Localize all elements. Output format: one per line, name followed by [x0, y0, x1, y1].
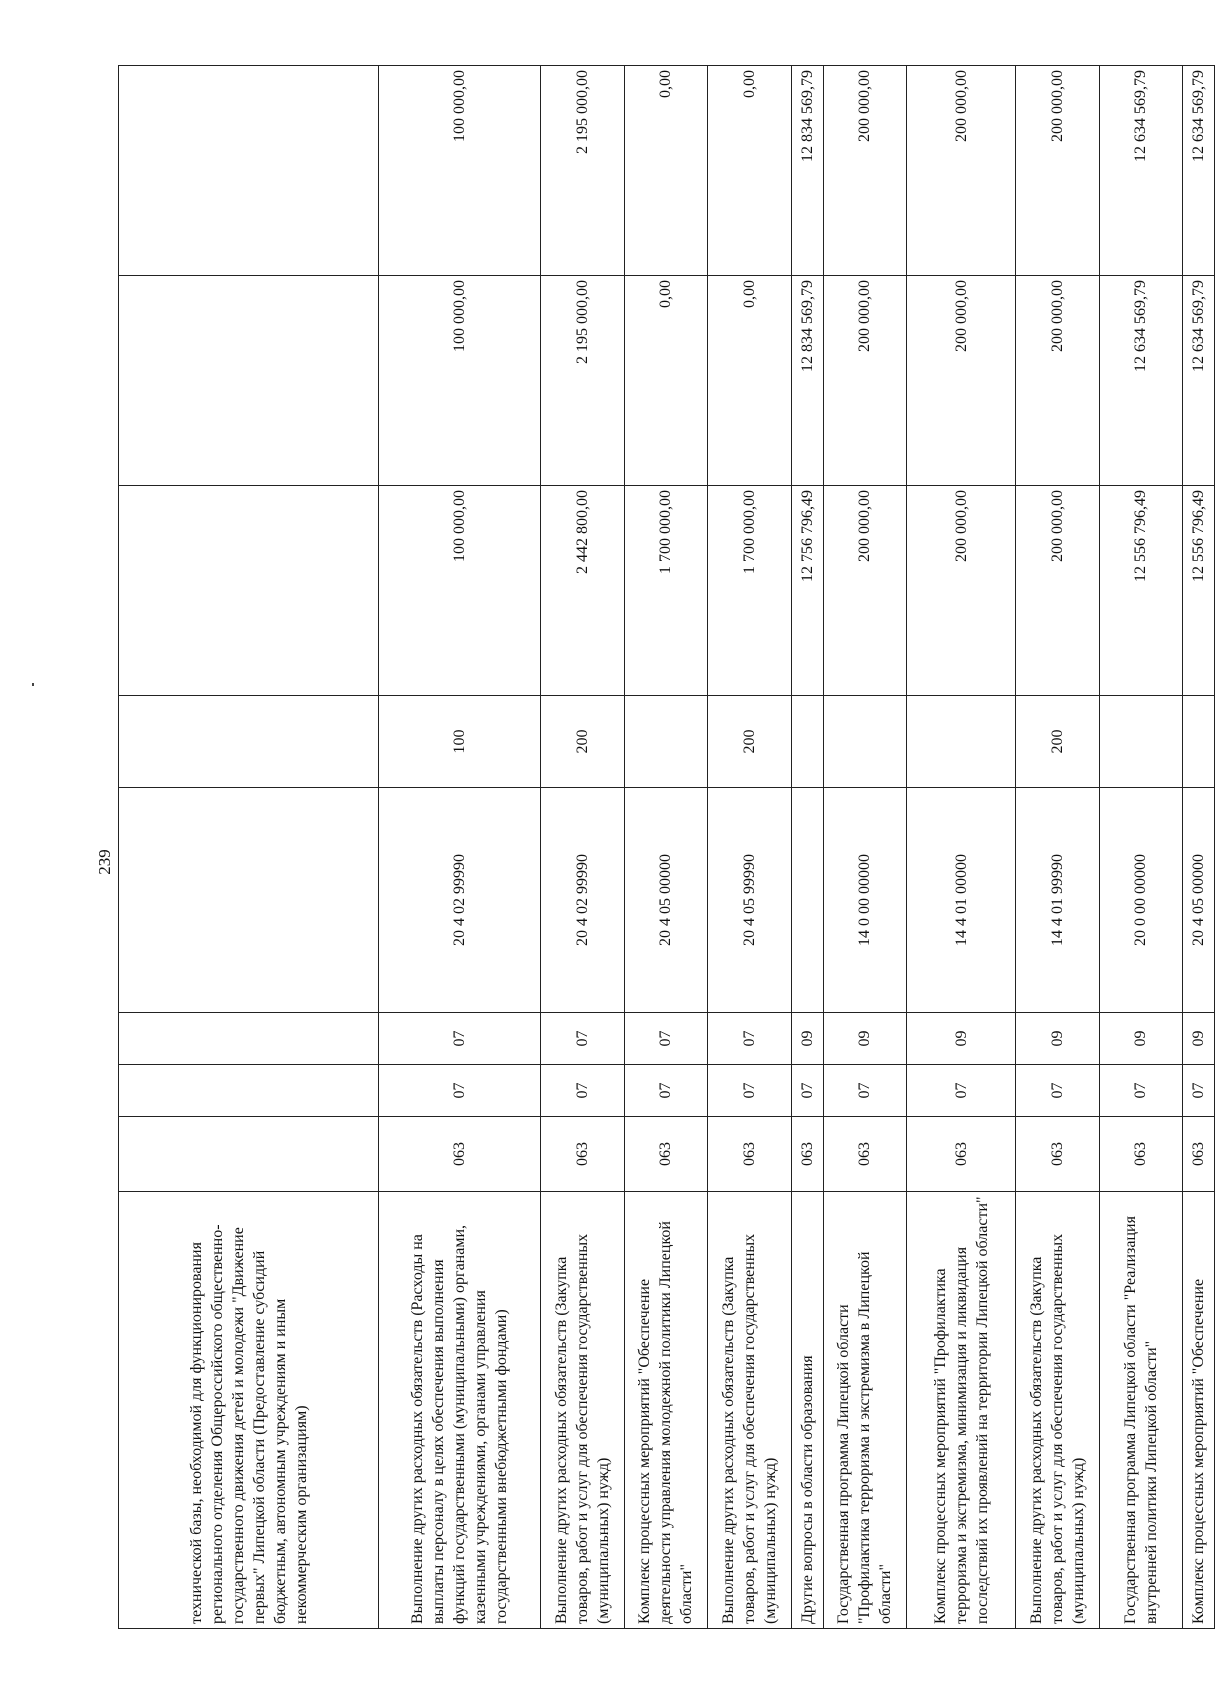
ved-code: 063 [1183, 1117, 1215, 1192]
amount-year-3: 12 634 569,79 [1183, 66, 1215, 276]
amount-year-2: 200 000,00 [823, 276, 907, 486]
subsection-code: 07 [379, 1013, 541, 1065]
amount-year-1: 12 756 796,49 [791, 486, 823, 696]
target-article-code [791, 788, 823, 1013]
row-description: Другие вопросы в области образования [791, 1192, 823, 1629]
amount-year-2 [119, 276, 379, 486]
table-row [624, 66, 708, 1629]
section-code: 07 [1099, 1065, 1183, 1117]
amount-year-2: 12 634 569,79 [1099, 276, 1183, 486]
target-article-code: 14 4 01 99990 [1015, 788, 1099, 1013]
target-article-code: 20 4 05 00000 [624, 788, 708, 1013]
table-row [907, 66, 1016, 1629]
subsection-code: 09 [791, 1013, 823, 1065]
section-code: 07 [907, 1065, 1016, 1117]
row-description: Государственная программа Липецкой области "Профилактика терроризма и экстремизма в Липецкой области" [823, 1192, 907, 1629]
amount-year-3: 100 000,00 [379, 66, 541, 276]
row-description: технической базы, необходимой для функционирования регионального отделения Общероссийского общественно-государственного движения детей и молодежи "Движение первых" Липецкой области (Предоставление субсидий бюджетным, автономным учреждениям и иным некоммерческим организациям) [119, 1192, 379, 1629]
target-article-code: 14 4 01 00000 [907, 788, 1016, 1013]
row-description: Государственная программа Липецкой области "Реализация внутренней политики Липецкой области" [1099, 1192, 1183, 1629]
ved-code: 063 [1015, 1117, 1099, 1192]
amount-year-1: 1 700 000,00 [624, 486, 708, 696]
subsection-code: 09 [1099, 1013, 1183, 1065]
expense-type-code [624, 696, 708, 788]
amount-year-2: 12 634 569,79 [1183, 276, 1215, 486]
table-row [119, 66, 379, 1629]
table-row [791, 66, 823, 1629]
amount-year-1: 1 700 000,00 [708, 486, 792, 696]
amount-year-2: 0,00 [708, 276, 792, 486]
amount-year-1: 100 000,00 [379, 486, 541, 696]
row-description: Выполнение других расходных обязательств (Закупка товаров, работ и услуг для обеспечения государственных (муниципальных) нужд) [540, 1192, 624, 1629]
amount-year-3: 0,00 [624, 66, 708, 276]
amount-year-3: 0,00 [708, 66, 792, 276]
row-description: Комплекс процессных мероприятий "Обеспечение деятельности управления молодежной политики Липецкой области" [624, 1192, 708, 1629]
expense-type-code [907, 696, 1016, 788]
section-code: 07 [823, 1065, 907, 1117]
section-code [119, 1065, 379, 1117]
row-description: Комплекс процессных мероприятий "Профилактика терроризма и экстремизма, минимизация и ликвидация последствий их проявлений на территории Липецкой области" [907, 1192, 1016, 1629]
subsection-code: 09 [823, 1013, 907, 1065]
amount-year-2: 12 834 569,79 [791, 276, 823, 486]
row-description: Выполнение других расходных обязательств (Закупка товаров, работ и услуг для обеспечения государственных (муниципальных) нужд) [1015, 1192, 1099, 1629]
ved-code [119, 1117, 379, 1192]
subsection-code: 09 [1183, 1013, 1215, 1065]
ved-code: 063 [907, 1117, 1016, 1192]
amount-year-3: 12 834 569,79 [791, 66, 823, 276]
subsection-code: 07 [624, 1013, 708, 1065]
amount-year-2: 200 000,00 [907, 276, 1016, 486]
amount-year-2: 2 195 000,00 [540, 276, 624, 486]
expense-type-code [1099, 696, 1183, 788]
amount-year-1: 200 000,00 [823, 486, 907, 696]
target-article-code: 20 4 02 99990 [540, 788, 624, 1013]
row-description: Выполнение других расходных обязательств (Закупка товаров, работ и услуг для обеспечения государственных (муниципальных) нужд) [708, 1192, 792, 1629]
expense-type-code: 200 [1015, 696, 1099, 788]
rotated-table-wrapper [118, 66, 1215, 1629]
amount-year-1 [119, 486, 379, 696]
table-row [1099, 66, 1183, 1629]
ved-code: 063 [540, 1117, 624, 1192]
amount-year-1: 12 556 796,49 [1099, 486, 1183, 696]
section-code: 07 [708, 1065, 792, 1117]
section-code: 07 [540, 1065, 624, 1117]
page-number: 239 [95, 849, 114, 875]
ved-code: 063 [1099, 1117, 1183, 1192]
amount-year-1: 12 556 796,49 [1183, 486, 1215, 696]
section-code: 07 [1015, 1065, 1099, 1117]
table-row [540, 66, 624, 1629]
table-row [1015, 66, 1099, 1629]
amount-year-3 [119, 66, 379, 276]
subsection-code: 07 [540, 1013, 624, 1065]
ved-code: 063 [624, 1117, 708, 1192]
expense-type-code [119, 696, 379, 788]
subsection-code [119, 1013, 379, 1065]
target-article-code: 14 0 00 00000 [823, 788, 907, 1013]
ved-code: 063 [791, 1117, 823, 1192]
target-article-code: 20 4 05 00000 [1183, 788, 1215, 1013]
target-article-code [119, 788, 379, 1013]
section-code: 07 [624, 1065, 708, 1117]
amount-year-3: 200 000,00 [1015, 66, 1099, 276]
section-code: 07 [1183, 1065, 1215, 1117]
subsection-code: 09 [907, 1013, 1016, 1065]
expense-type-code: 200 [708, 696, 792, 788]
table-row [379, 66, 541, 1629]
budget-table [118, 65, 1215, 1629]
table-row [823, 66, 907, 1629]
subsection-code: 09 [1015, 1013, 1099, 1065]
row-description: Выполнение других расходных обязательств (Расходы на выплаты персоналу в целях обеспечения выполнения функций государственными (муниципальными) органами, казенными учреждениями, органами управления государственными внебюджетными фондами) [379, 1192, 541, 1629]
table-row [708, 66, 792, 1629]
amount-year-2: 0,00 [624, 276, 708, 486]
target-article-code: 20 4 02 99990 [379, 788, 541, 1013]
amount-year-2: 200 000,00 [1015, 276, 1099, 486]
expense-type-code [823, 696, 907, 788]
amount-year-1: 200 000,00 [907, 486, 1016, 696]
expense-type-code: 200 [540, 696, 624, 788]
section-code: 07 [791, 1065, 823, 1117]
section-code: 07 [379, 1065, 541, 1117]
target-article-code: 20 4 05 99990 [708, 788, 792, 1013]
amount-year-3: 200 000,00 [823, 66, 907, 276]
amount-year-3: 12 634 569,79 [1099, 66, 1183, 276]
amount-year-1: 200 000,00 [1015, 486, 1099, 696]
amount-year-3: 2 195 000,00 [540, 66, 624, 276]
ved-code: 063 [708, 1117, 792, 1192]
amount-year-1: 2 442 800,00 [540, 486, 624, 696]
table-row [1183, 66, 1215, 1629]
row-description: Комплекс процессных мероприятий "Обеспечение [1183, 1192, 1215, 1629]
expense-type-code [791, 696, 823, 788]
amount-year-2: 100 000,00 [379, 276, 541, 486]
amount-year-3: 200 000,00 [907, 66, 1016, 276]
ved-code: 063 [379, 1117, 541, 1192]
expense-type-code: 100 [379, 696, 541, 788]
ved-code: 063 [823, 1117, 907, 1192]
scan-speck [32, 683, 34, 686]
subsection-code: 07 [708, 1013, 792, 1065]
expense-type-code [1183, 696, 1215, 788]
target-article-code: 20 0 00 00000 [1099, 788, 1183, 1013]
